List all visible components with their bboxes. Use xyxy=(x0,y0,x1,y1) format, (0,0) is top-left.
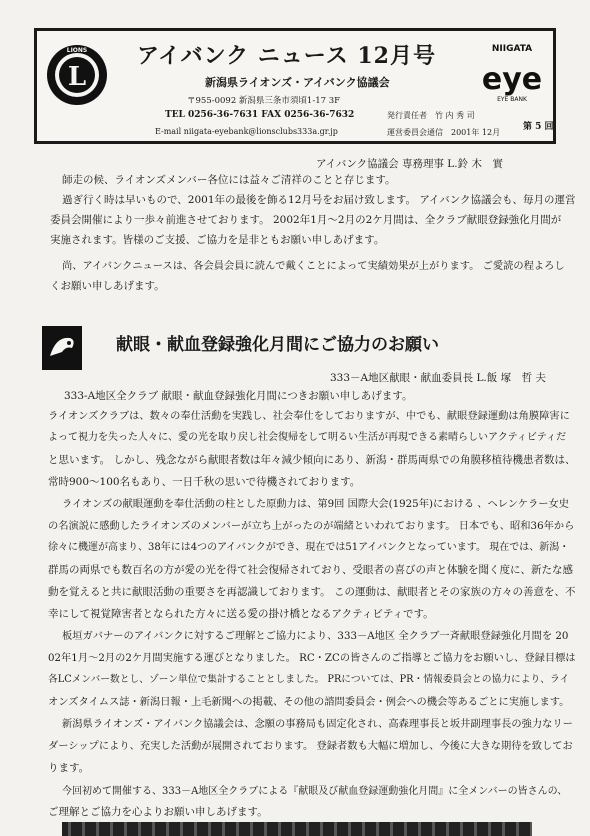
section-line: 今回初めて開催する、333－A地区全クラブによる『献眼及び献血登録運動強化月間』に全メンバーの皆さんの、 xyxy=(62,786,568,797)
section-line: 新潟県ライオンズ・アイバンク協議会は、念願の事務局も固定化され、高森理事長と坂井副理事長の強力なリー xyxy=(62,718,573,730)
intro-line: 委員会開催により一歩々前進させております。 2002年1月～2月の2ケ月間は、全クラブ献眼登録強化月間が xyxy=(50,214,562,226)
intro-line: くお願い申しあげます。 xyxy=(50,280,165,292)
niigata-eye-logo-icon xyxy=(475,41,549,107)
issue-date: 運営委員会通信 2001年 12月 xyxy=(387,128,501,137)
niigata-logo-sub: EYE BANK xyxy=(497,96,527,103)
section-line: 02年1月～2月の2ケ月間実施する運びとなりました。 RC・ZCの皆さんのご指導とご協力をお願いし、登録目標は xyxy=(48,652,576,664)
section-line: 動を覚えると共に献眼活動の重要さを再認識しております。 この運動は、献眼者とその家族の方々の善意を、不 xyxy=(48,586,576,598)
section-author: 333－A地区献眼・献血委員長 L.飯 塚 哲 夫 xyxy=(330,372,546,384)
footer-bleed-through-band xyxy=(62,822,532,836)
svg-text:L: L xyxy=(67,62,87,92)
section-line: ライオンズクラブは、数々の奉仕活動を実践し、社会奉仕をしておりますが、中でも、献眼登録運動は角膜障害に xyxy=(48,410,570,422)
niigata-logo-top: NIIGATA xyxy=(491,44,533,54)
section-line: の名演説に感動したライオンズのメンバーが立ち上がったのが端緒といわれております。 日本でも、昭和36年から xyxy=(48,520,575,532)
niigata-logo-main: eye xyxy=(481,62,543,97)
intro-line: 尚、アイバンクニュースは、各会員会員に読んで戴くことによって実績効果が上がります。 ご愛読の程よろし xyxy=(62,260,565,272)
section-line: 333-A地区全クラブ 献眼・献血登録強化月間につきお願い申しあげます。 xyxy=(64,390,413,402)
section-line: 常時900～100名もあり、一日千秋の思いで待機されております。 xyxy=(48,476,361,488)
section-line: 徐々に機運が高まり、38年には4つのアイバンクができ、現在では51アイバンクとなっています。 現在では、新潟・ xyxy=(48,542,570,553)
section-line: ります。 xyxy=(48,762,90,774)
section-line: 幸にして視覚障害者となられた方々に送る愛の掛け橋となるアクティビティです。 xyxy=(48,608,434,620)
responsible-editor: 発行責任者 竹 内 秀 司 xyxy=(387,111,475,120)
intro-author: アイバンク協議会 専務理事 L.鈴 木 實 xyxy=(316,158,503,170)
lion-mascot-icon xyxy=(42,326,82,370)
section-heading: 献眼・献血登録強化月間にご協力のお願い xyxy=(116,335,439,355)
publisher-name: 新潟県ライオンズ・アイバンク協議会 xyxy=(205,76,390,89)
intro-line: 師走の候、ライオンズメンバー各位には益々ご清祥のことと存じます。 xyxy=(62,174,396,186)
lions-logo-text: LIONS xyxy=(66,47,88,54)
newsletter-title: アイバンク ニュース 12月号 xyxy=(137,43,436,69)
masthead xyxy=(34,28,556,144)
intro-line: 実施されます。皆様のご支援、ご協力を是非ともお願い申しあげます。 xyxy=(50,234,385,246)
publisher-tel-fax: TEL 0256-36-7631 FAX 0256-36-7632 xyxy=(165,110,355,120)
publisher-address: 〒955-0092 新潟県三条市須頃1-17 3F xyxy=(187,96,341,106)
lions-emblem-icon xyxy=(45,43,109,107)
section-line: ご理解とご協力を心よりお願い申しあげます。 xyxy=(48,806,268,818)
section-line: オンズタイムス誌・新潟日報・上毛新聞への掲載、その他の諮問委員会・例会への機会等あるごとに実施します。 xyxy=(48,696,570,708)
section-line: 各LCメンバー数とし、ゾーン単位で集計することとしました。 PRについては、PR・情報委員会との協力により、ライ xyxy=(48,674,570,685)
publisher-email: E-mail niigata-eyebank@lionsclubs333a.gr.jp xyxy=(155,127,338,136)
section-line: ダーシップにより、充実した活動が展開されております。 登録者数も大幅に増加し、今後に大きな期待を致してお xyxy=(48,740,573,752)
intro-line: 過ぎ行く時は早いもので、2001年の最後を飾る12月号をお届け致します。 アイバンク協議会も、毎月の運営 xyxy=(62,194,576,206)
section-line: 板垣ガバナーのアイバンクに対するご理解とご協力により、333－A地区 全クラブ一斉献眼登録強化月間を 20 xyxy=(62,630,569,642)
issue-number: 第 5 回 xyxy=(523,122,554,132)
section-line: ライオンズの献眼運動を奉仕活動の柱とした原動力は、第9回 国際大会(1925年)における 、ヘレンケラー女史 xyxy=(62,498,569,510)
section-line: と思います。 しかし、残念ながら献眼者数は年々減少傾向にあり、新潟・群馬両県での角膜移植待機患者数は、 xyxy=(48,454,576,466)
section-line: 群馬の両県でも数百名の方が愛の光を得て社会復帰されており、受眼者の喜びの声と体験を聞く度に、新たな感 xyxy=(48,564,573,576)
section-line: よって視力を失った人々に、愛の光を取り戻し社会復帰をして明るい生活が再現できる素晴らしいアクティビティだ xyxy=(48,432,567,443)
